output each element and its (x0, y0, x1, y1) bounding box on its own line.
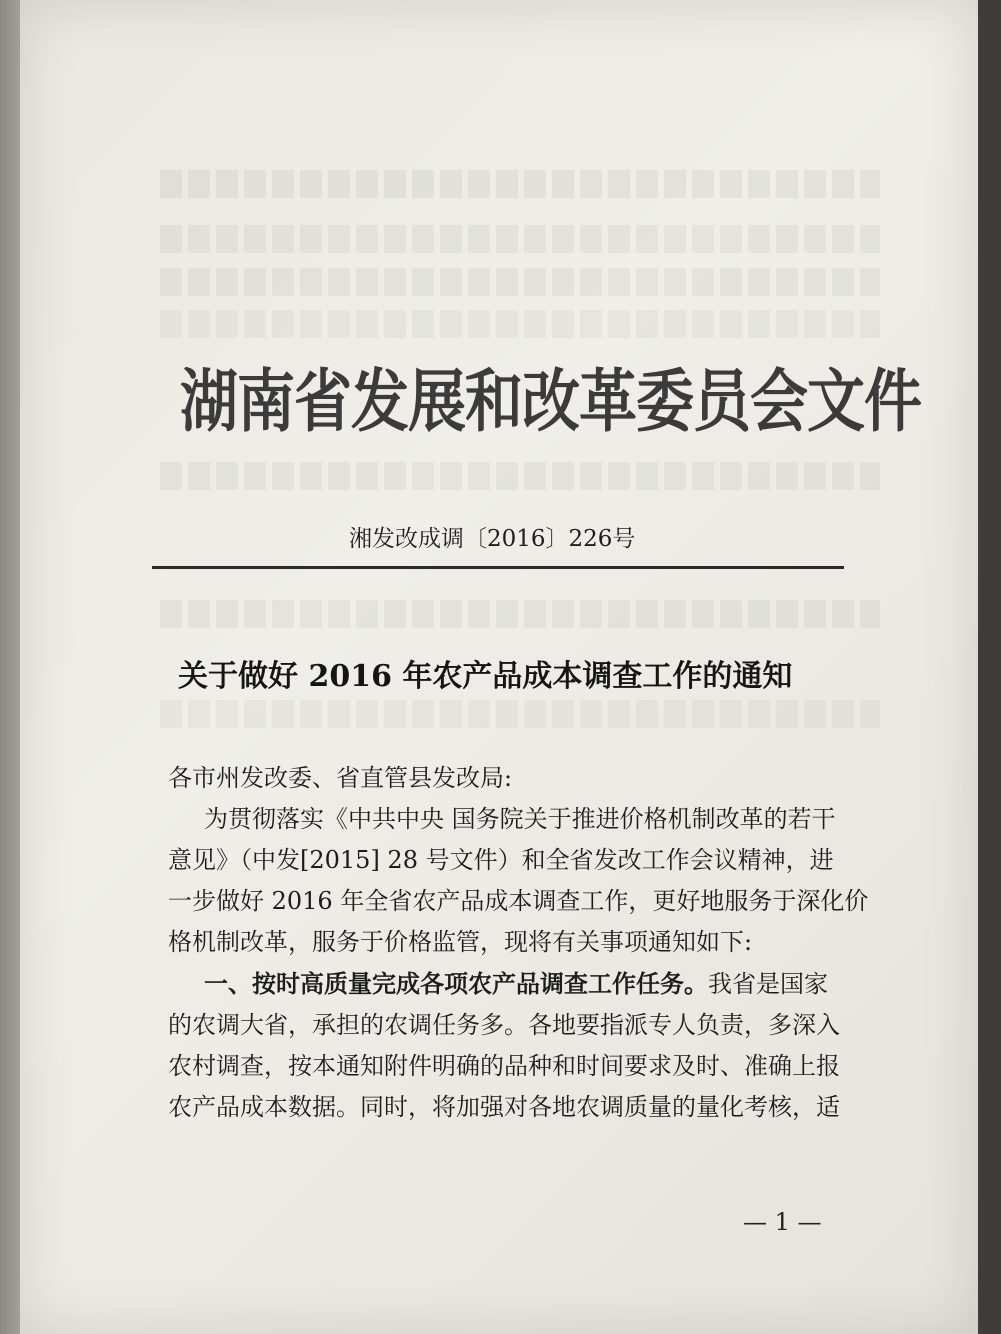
paragraph-line: 一步做好 2016 年全省农产品成本调查工作，更好地服务于深化价 (168, 887, 869, 915)
paragraph-line: 的农调大省，承担的农调任务多。各地要指派专人负责，多深入 (168, 1011, 840, 1039)
section-line (168, 963, 848, 1005)
bleed-through-texture (160, 600, 880, 628)
section-text: 我省是国家 (708, 970, 828, 998)
notice-title: 关于做好 2016 年农产品成本调查工作的通知 (178, 659, 793, 694)
header-divider-line (152, 566, 844, 569)
page-number: — 1 — (743, 1208, 822, 1236)
paragraph-line: 格机制改革，服务于价格监管，现将有关事项通知如下: (168, 928, 753, 956)
document-header-title: 湖南省发展和改革委员会文件 (180, 361, 922, 442)
document-body (168, 758, 869, 1128)
addressee-line: 各市州发改委、省直管县发改局: (168, 764, 513, 792)
paragraph-line: 意见》（中发[2015] 28 号文件）和全省发改工作会议精神，进 (168, 846, 834, 874)
document-number: 湘发改成调〔2016〕226号 (349, 526, 636, 552)
paragraph-line: 农产品成本数据。同时，将加强对各地农调质量的量化考核，适 (168, 1093, 840, 1121)
paragraph-line: 为贯彻落实《中共中央 国务院关于推进价格机制改革的若干 (204, 805, 836, 833)
bleed-through-texture (160, 225, 880, 253)
section-heading: 一、按时高质量完成各项农产品调查工作任务。 (204, 969, 708, 998)
bleed-through-texture (160, 268, 880, 296)
bleed-through-texture (160, 700, 880, 728)
paragraph-line: 农村调查，按本通知附件明确的品种和时间要求及时、准确上报 (168, 1052, 840, 1080)
bleed-through-texture (160, 170, 880, 198)
bleed-through-texture (160, 310, 880, 338)
bleed-through-texture (160, 462, 880, 490)
